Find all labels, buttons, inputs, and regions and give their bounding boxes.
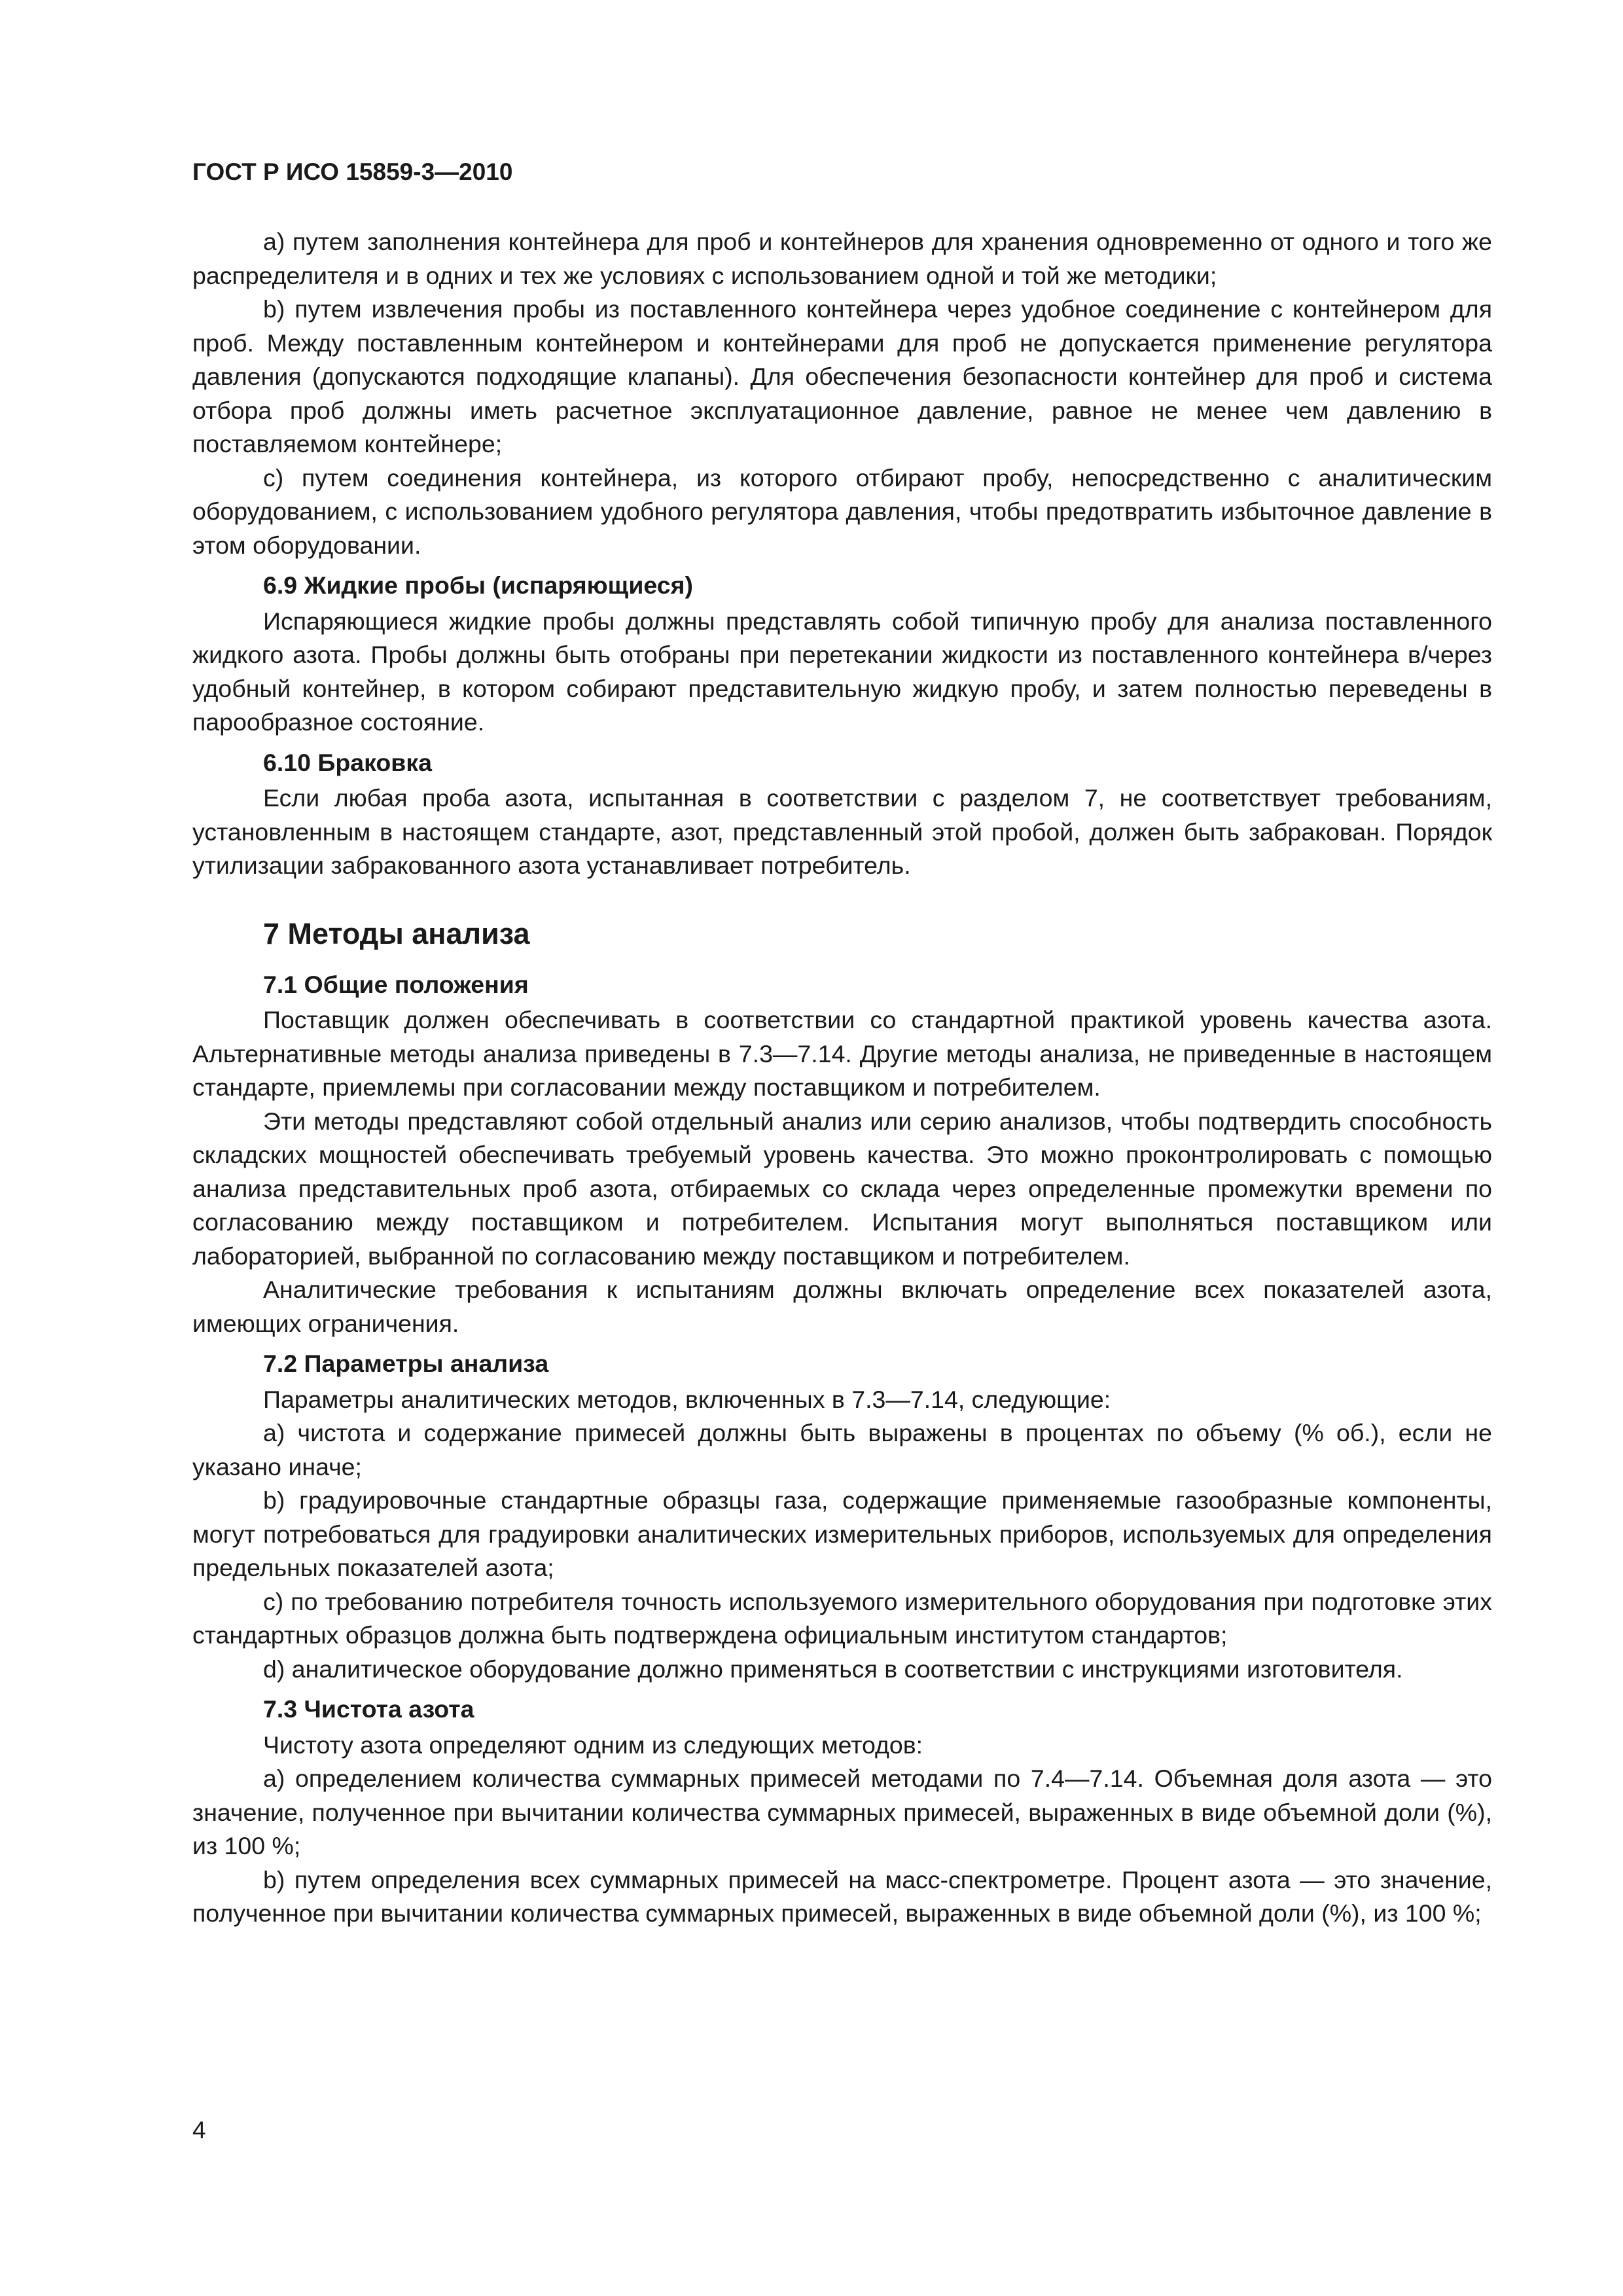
paragraph-6-9: Испаряющиеся жидкие пробы должны представлять собой типичную пробу для анализа поставленного жидкого азота. Пробы должны быть отобраны при перетекании жидкости из поставленного контейнера в/через удобный контейнер, в котором собирают представительную жидкую пробу, и затем полностью переведены в парообразное состояние. [192, 607, 1492, 736]
page-number: 4 [192, 2117, 206, 2144]
heading-6-10: 6.10 Браковка [263, 748, 432, 776]
paragraph-6-8-c: c) путем соединения контейнера, из которого отбирают пробу, непосредственно с аналитическим оборудованием, с использованием удобного регулятора давления, чтобы предотвратить избыточное давление в этом оборудовании. [192, 463, 1492, 559]
paragraph-7-2-a: a) чистота и содержание примесей должны быть выражены в процентах по объему (% об.), если не указано иначе; [192, 1419, 1492, 1480]
paragraph-7-1-3: Аналитические требования к испытаниям должны включать определение всех показателей азота, имеющих ограничения. [192, 1276, 1492, 1337]
paragraph-6-8-a: a) путем заполнения контейнера для проб и контейнеров для хранения одновременно от одного и того же распределителя и в одних и тех же условиях с использованием одной и той же методики; [192, 228, 1492, 289]
paragraph-7-3-a: a) определением количества суммарных примесей методами по 7.4—7.14. Объемная доля азота — это значение, полученное при вычитании количества суммарных примесей, выраженных в виде объемной доли (%), из 100 %; [192, 1765, 1492, 1859]
document-page [192, 156, 1492, 1931]
paragraph-6-8-b: b) путем извлечения пробы из поставленного контейнера через удобное соединение с контейнером для проб. Между поставленным контейнером и контейнерами для проб не допускается применение регулятора давления (допускаются подходящие клапаны). Для обеспечения безопасности контейнер для проб и система отбора проб должны иметь расчетное эксплуатационное давление, равное не менее чем давлению в поставляемом контейнере; [192, 295, 1492, 457]
paragraph-7-1-1: Поставщик должен обеспечивать в соответствии со стандартной практикой уровень качества азота. Альтернативные методы анализа приведены в 7.3—7.14. Другие методы анализа, не приведенные в настоящем стандарте, приемлемы при согласовании между поставщиком и потребителем. [192, 1006, 1492, 1101]
paragraph-7-2-b: b) градуировочные стандартные образцы газа, содержащие применяемые газообразные компоненты, могут потребоваться для градуировки аналитических измерительных приборов, используемых для определения предельных показателей азота; [192, 1486, 1492, 1581]
paragraph-7-2-intro: Параметры аналитических методов, включенных в 7.3—7.14, следующие: [263, 1385, 1111, 1413]
heading-7-1: 7.1 Общие положения [263, 970, 529, 998]
section-heading-7: 7 Методы анализа [263, 916, 530, 950]
heading-7-2: 7.2 Параметры анализа [263, 1350, 549, 1377]
paragraph-7-2-c: c) по требованию потребителя точность используемого измерительного оборудования при подготовке этих стандартных образцов должна быть подтверждена официальным институтом стандартов; [192, 1587, 1492, 1649]
paragraph-7-2-d: d) аналитическое оборудование должно применяться в соответствии с инструкциями изготовителя. [263, 1655, 1403, 1683]
paragraph-7-3-intro: Чистоту азота определяют одним из следующих методов: [263, 1731, 923, 1759]
paragraph-7-1-2: Эти методы представляют собой отдельный анализ или серию анализов, чтобы подтвердить способность складских мощностей обеспечивать требуемый уровень качества. Это можно проконтролировать с помощью анализа представительных проб азота, отбираемых со склада через определенные промежутки времени по согласованию между поставщиком и потребителем. Испытания могут выполняться поставщиком или лабораторией, выбранной по согласованию между поставщиком и потребителем. [192, 1107, 1492, 1270]
heading-6-9: 6.9 Жидкие пробы (испаряющиеся) [263, 571, 693, 599]
paragraph-7-3-b: b) путем определения всех суммарных примесей на масс-спектрометре. Процент азота — это значение, полученное при вычитании количества суммарных примесей, выраженных в виде объемной доли (%), из 100 %; [192, 1865, 1492, 1927]
heading-7-3: 7.3 Чистота азота [263, 1695, 474, 1723]
paragraph-6-10: Если любая проба азота, испытанная в соответствии с разделом 7, не соответствует требованиям, установленным в настоящем стандарте, азот, представленный этой пробой, должен быть забракован. Порядок утилизации забракованного азота устанавливает потребитель. [192, 784, 1492, 879]
document-id-header: ГОСТ Р ИСО 15859-3—2010 [192, 158, 513, 185]
